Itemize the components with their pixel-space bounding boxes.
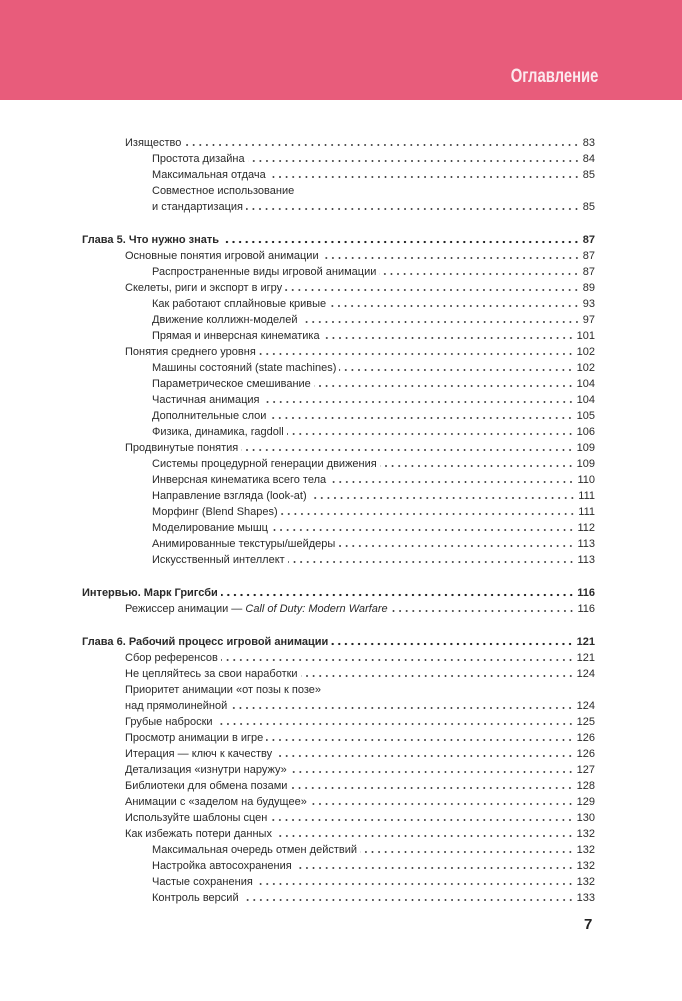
toc-entry[interactable] (82, 858, 595, 874)
toc-page-number: 132 (576, 876, 595, 888)
toc-entry-text: Итерация — ключ к качеству (125, 748, 273, 760)
toc-entry[interactable] (82, 794, 595, 810)
toc-entry-first-line[interactable] (82, 183, 595, 199)
toc-page-number: 83 (582, 137, 595, 149)
toc-page-number: 113 (577, 554, 595, 566)
dot-leader (242, 893, 574, 902)
toc-entry[interactable] (82, 248, 595, 264)
dot-leader (221, 653, 574, 662)
toc-entry-text: Используйте шаблоны сцен (125, 812, 268, 824)
page-number: 7 (584, 916, 593, 933)
toc-entry[interactable] (82, 504, 595, 520)
dot-leader (301, 315, 580, 324)
dot-leader (216, 717, 574, 726)
toc-entry-label (152, 312, 298, 328)
toc-entry-label (152, 890, 239, 906)
toc-entry-text: Моделирование мышц (152, 522, 268, 534)
toc-chapter-entry[interactable] (82, 634, 595, 650)
toc-page-number: 113 (577, 538, 595, 550)
dot-leader (360, 845, 574, 854)
dot-leader (310, 491, 576, 500)
toc-chapter-entry[interactable] (82, 585, 595, 601)
toc-entry[interactable] (82, 842, 595, 858)
toc-entry[interactable] (82, 810, 595, 826)
toc-entry[interactable] (82, 296, 595, 312)
toc-entry-text: Параметрическое смешивание (152, 378, 311, 390)
toc-entry-text: Изящество (125, 137, 182, 149)
toc-entry-text: Просмотр анимации в игре (125, 732, 264, 744)
toc-entry-text: Библиотеки для обмена позами (125, 780, 288, 792)
toc-entry[interactable] (82, 520, 595, 536)
toc-entry-label (152, 199, 243, 215)
toc-entry-label (152, 504, 278, 520)
toc-page-number: 97 (582, 314, 595, 326)
toc-page-number: 93 (582, 298, 595, 310)
dot-leader (331, 637, 573, 646)
toc-page-number: 116 (577, 603, 595, 615)
toc-entry[interactable] (82, 440, 595, 456)
toc-entry-label (125, 601, 388, 617)
toc-entry-text: над прямолинейной (125, 700, 228, 712)
dot-leader (275, 749, 574, 758)
toc-page-number: 84 (582, 153, 595, 165)
toc-page-number: 104 (576, 394, 595, 406)
toc-page-number: 87 (582, 234, 595, 246)
dot-leader (323, 331, 574, 340)
table-of-contents (82, 135, 595, 923)
toc-entry[interactable] (82, 360, 595, 376)
toc-group (82, 585, 595, 617)
dot-leader (339, 363, 573, 372)
toc-entry-text: Движение коллижн-моделей (152, 314, 298, 326)
toc-entry-label (82, 232, 219, 248)
toc-entry-text: Режиссер анимации — (125, 603, 246, 615)
dot-leader (248, 154, 580, 163)
toc-page-number: 125 (576, 716, 595, 728)
toc-page-number: 121 (576, 636, 595, 648)
dot-leader (290, 765, 574, 774)
toc-entry-text: Грубые наброски (125, 716, 213, 728)
toc-page-number: 130 (576, 812, 595, 824)
dot-leader (271, 523, 574, 532)
toc-entry[interactable] (82, 392, 595, 408)
toc-entry-text: Машины состояний (state machines) (152, 362, 337, 374)
toc-page-number: 109 (576, 458, 595, 470)
toc-entry[interactable] (82, 762, 595, 778)
toc-entry[interactable] (82, 698, 595, 714)
toc-entry-label (152, 874, 253, 890)
toc-entry-text: Настройка автосохранения (152, 860, 292, 872)
toc-entry[interactable] (82, 135, 595, 151)
dot-leader (379, 267, 579, 276)
toc-entry[interactable] (82, 890, 595, 906)
toc-entry-label (125, 762, 287, 778)
toc-entry[interactable] (82, 601, 595, 617)
toc-entry[interactable] (82, 552, 595, 568)
toc-entry[interactable] (82, 424, 595, 440)
dot-leader (184, 138, 579, 147)
toc-entry-label (152, 456, 377, 472)
dot-leader (221, 588, 574, 597)
toc-entry[interactable] (82, 376, 595, 392)
toc-chapter-entry[interactable] (82, 232, 595, 248)
toc-entry-label (125, 826, 272, 842)
toc-entry-first-line[interactable] (82, 682, 595, 698)
toc-entry-label (125, 440, 238, 456)
toc-entry-label (125, 730, 263, 746)
dot-leader (287, 427, 574, 436)
toc-page-number: 102 (576, 346, 595, 358)
toc-entry-label (82, 585, 218, 601)
toc-page-number: 132 (576, 844, 595, 856)
toc-entry-label (152, 296, 326, 312)
toc-entry-label: Совместное использование (152, 185, 295, 197)
dot-leader (230, 701, 573, 710)
toc-page-number: 110 (577, 474, 595, 486)
toc-entry-text: Частые сохранения (152, 876, 253, 888)
dot-leader (338, 539, 574, 548)
toc-group (82, 232, 595, 568)
toc-entry-label (152, 376, 311, 392)
page-header-band (0, 0, 682, 100)
dot-leader (241, 443, 573, 452)
toc-page-number: 85 (582, 169, 595, 181)
toc-entry-label (125, 248, 319, 264)
toc-page-number: 116 (577, 587, 595, 599)
toc-entry-text: Морфинг (Blend Shapes) (152, 506, 278, 518)
dot-leader (270, 813, 573, 822)
toc-entry-text: Инверсная кинематика всего тела (152, 474, 327, 486)
toc-entry-text: Максимальная очередь отмен действий (152, 844, 358, 856)
toc-entry-label (152, 424, 284, 440)
toc-entry-text: Не цепляйтесь за свои наработки (125, 668, 298, 680)
dot-leader (295, 861, 574, 870)
toc-entry[interactable] (82, 344, 595, 360)
dot-leader (281, 507, 576, 516)
dot-leader (263, 395, 574, 404)
toc-entry-text: Интервью. Марк Григсби (82, 587, 218, 599)
toc-entry-text: Основные понятия игровой анимации (125, 250, 319, 262)
toc-page-number: 89 (582, 282, 595, 294)
toc-page-number: 121 (576, 652, 595, 664)
toc-page-number: 124 (576, 668, 595, 680)
toc-entry-text: Анимации с «заделом на будущее» (125, 796, 307, 808)
toc-entry-text: Максимальная отдача (152, 169, 266, 181)
toc-entry-text: Как работают сплайновые кривые (152, 298, 327, 310)
toc-entry-text: Сбор референсов (125, 652, 218, 664)
toc-page-number: 109 (576, 442, 595, 454)
toc-page-number: 111 (578, 506, 595, 518)
toc-entry-label (125, 666, 298, 682)
toc-group (82, 634, 595, 906)
dot-leader (314, 379, 574, 388)
toc-entry-text: Скелеты, риги и экспорт в игру (125, 282, 283, 294)
toc-entry-label (152, 392, 260, 408)
toc-entry[interactable] (82, 280, 595, 296)
toc-page-number: 104 (576, 378, 595, 390)
toc-entry-text: Глава 5. Что нужно знать (82, 234, 220, 246)
dot-leader (246, 202, 580, 211)
toc-entry-label (125, 135, 181, 151)
toc-entry-label (152, 842, 357, 858)
toc-page-number: 101 (576, 330, 595, 342)
dot-leader (256, 877, 574, 886)
dot-leader (391, 604, 575, 613)
toc-entry-label (152, 408, 266, 424)
toc-entry-label (82, 634, 328, 650)
toc-entry[interactable] (82, 826, 595, 842)
section-title: Оглавление (510, 66, 598, 87)
dot-leader (266, 733, 573, 742)
toc-entry[interactable] (82, 151, 595, 167)
toc-entry-label (152, 552, 285, 568)
toc-page-number: 126 (576, 732, 595, 744)
toc-page-number: 106 (576, 426, 595, 438)
toc-entry-label: Приоритет анимации «от позы к позе» (125, 684, 321, 696)
toc-group (82, 135, 595, 215)
toc-entry[interactable] (82, 874, 595, 890)
dot-leader (275, 829, 574, 838)
toc-page-number: 128 (576, 780, 595, 792)
toc-page-number: 124 (576, 700, 595, 712)
toc-entry-text: Распространенные виды игровой анимации (152, 266, 377, 278)
toc-entry[interactable] (82, 328, 595, 344)
toc-entry-label (125, 810, 267, 826)
toc-entry-text: Продвинутые понятия (125, 442, 239, 454)
toc-entry[interactable] (82, 650, 595, 666)
toc-entry-text: Дополнительные слои (152, 410, 267, 422)
dot-leader (269, 170, 580, 179)
toc-entry-label (152, 360, 336, 376)
toc-entry-label (152, 328, 320, 344)
toc-page-number: 129 (576, 796, 595, 808)
toc-page-number: 85 (582, 201, 595, 213)
toc-entry-text: Понятия среднего уровня (125, 346, 256, 358)
toc-page-number: 87 (582, 250, 595, 262)
toc-page-number: 87 (582, 266, 595, 278)
dot-leader (285, 283, 580, 292)
toc-entry-label (152, 151, 245, 167)
dot-leader (259, 347, 574, 356)
toc-entry[interactable] (82, 536, 595, 552)
toc-entry-label (152, 264, 376, 280)
toc-entry-label (125, 746, 272, 762)
toc-entry-label (152, 167, 266, 183)
toc-page-number: 127 (576, 764, 595, 776)
toc-entry-label (152, 536, 335, 552)
toc-page-number: 112 (577, 522, 595, 534)
toc-entry[interactable] (82, 312, 595, 328)
dot-leader (329, 475, 574, 484)
toc-entry-label (125, 280, 282, 296)
toc-entry-text: Искусственный интеллект (152, 554, 285, 566)
dot-leader (288, 555, 575, 564)
toc-entry[interactable] (82, 730, 595, 746)
dot-leader (301, 669, 574, 678)
toc-entry-label (152, 858, 292, 874)
toc-page-number: 132 (576, 828, 595, 840)
toc-entry-text: Физика, динамика, ragdoll (152, 426, 284, 438)
toc-entry-text: Простота дизайна (152, 153, 245, 165)
toc-entry[interactable] (82, 666, 595, 682)
toc-entry[interactable] (82, 264, 595, 280)
dot-leader (310, 797, 574, 806)
toc-entry-text: Направление взгляда (look-at) (152, 490, 307, 502)
toc-page-number: 126 (576, 748, 595, 760)
dot-leader (322, 251, 580, 260)
toc-entry[interactable] (82, 714, 595, 730)
toc-entry[interactable] (82, 778, 595, 794)
dot-leader (380, 459, 574, 468)
toc-page-number: 105 (576, 410, 595, 422)
toc-entry[interactable] (82, 167, 595, 183)
toc-entry-label (125, 778, 287, 794)
toc-entry-label (125, 650, 218, 666)
toc-page-number: 102 (576, 362, 595, 374)
toc-entry-italic-text: Call of Duty: Modern Warfare (245, 603, 388, 615)
toc-entry[interactable] (82, 472, 595, 488)
toc-entry[interactable] (82, 408, 595, 424)
dot-leader (269, 411, 573, 420)
toc-entry-text: Системы процедурной генерации движения (152, 458, 377, 470)
dot-leader (290, 781, 573, 790)
toc-entry[interactable] (82, 488, 595, 504)
toc-page-number: 111 (578, 490, 595, 502)
toc-entry-label (152, 488, 307, 504)
toc-entry-text: Детализация «изнутри наружу» (125, 764, 287, 776)
toc-entry-label (152, 520, 268, 536)
toc-entry[interactable] (82, 199, 595, 215)
toc-entry-text: Контроль версий (152, 892, 239, 904)
toc-entry-text: Прямая и инверсная кинематика (152, 330, 320, 342)
toc-entry-label (125, 698, 227, 714)
toc-page-number: 133 (576, 892, 595, 904)
toc-entry-text: Как избежать потери данных (125, 828, 272, 840)
toc-page-number: 132 (576, 860, 595, 872)
toc-entry[interactable] (82, 456, 595, 472)
toc-entry-label (152, 472, 326, 488)
dot-leader (222, 235, 580, 244)
toc-entry-text: и стандартизация (152, 201, 243, 213)
toc-entry-text: Частичная анимация (152, 394, 260, 406)
dot-leader (329, 299, 580, 308)
toc-entry-text: Анимированные текстуры/шейдеры (152, 538, 336, 550)
toc-entry-label (125, 714, 213, 730)
toc-entry-text: Глава 6. Рабочий процесс игровой анимации (82, 636, 329, 648)
toc-entry-label (125, 794, 307, 810)
toc-entry-label (125, 344, 256, 360)
toc-entry[interactable] (82, 746, 595, 762)
